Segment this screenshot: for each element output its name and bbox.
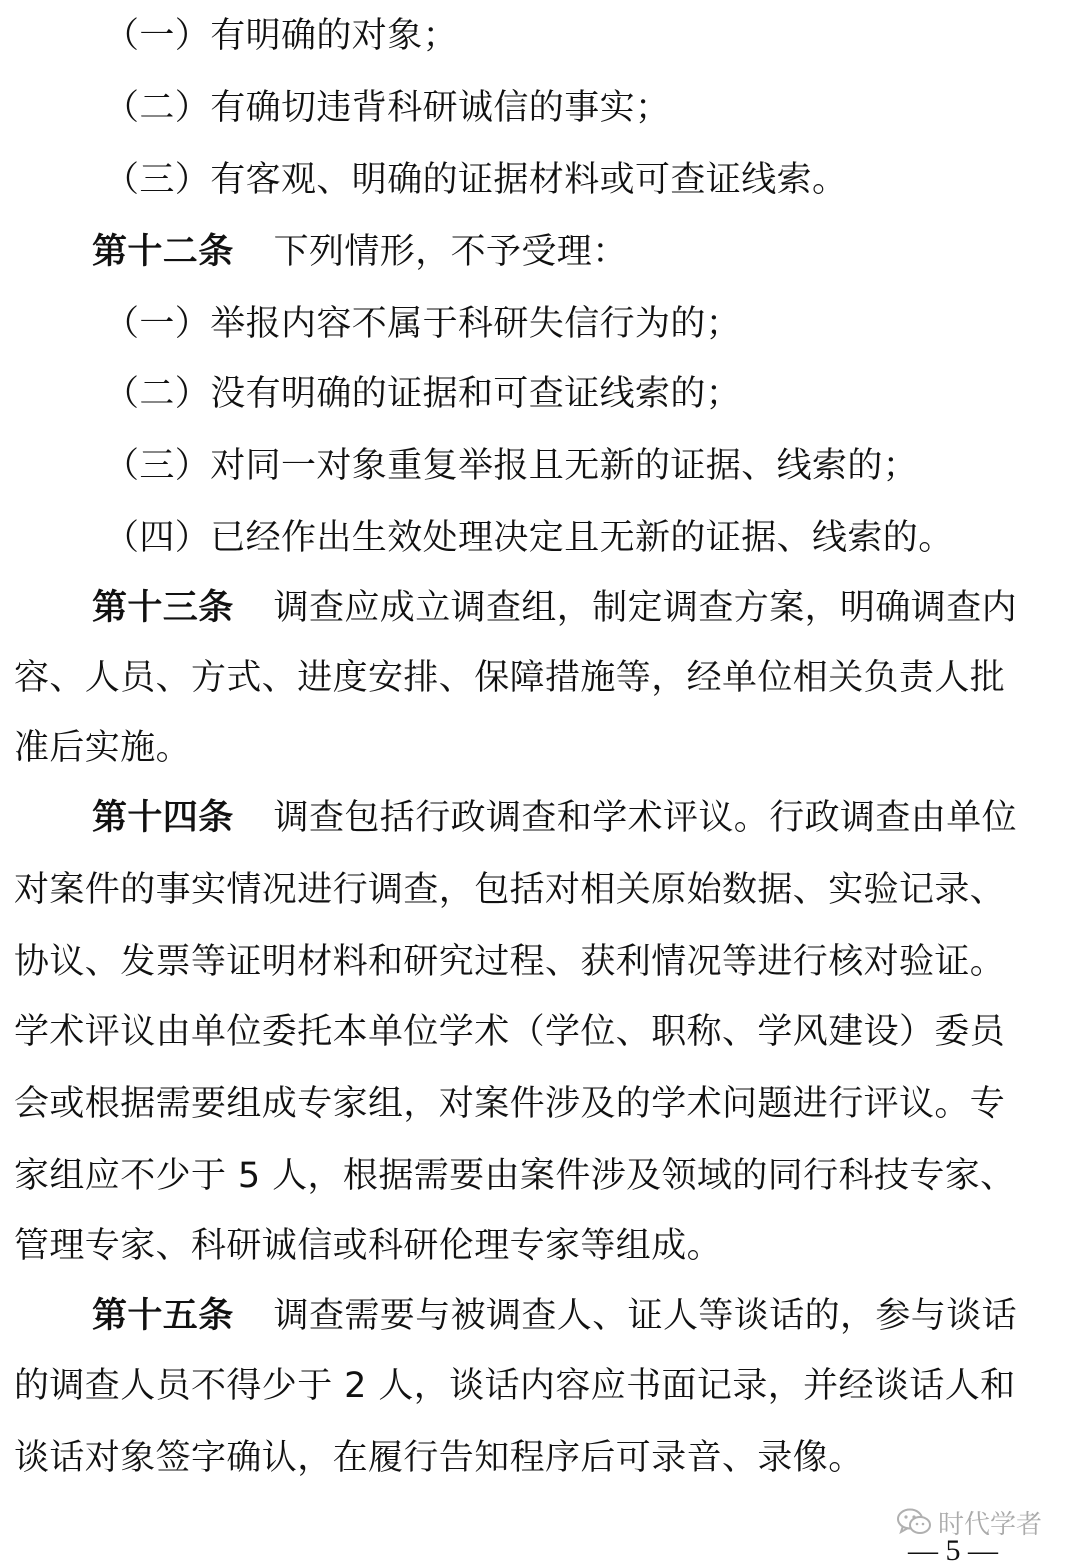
- article-title: 第十三条: [92, 588, 234, 628]
- clause-item: （三）有客观、明确的证据材料或可查证线索。: [104, 160, 848, 200]
- paragraph-line: 家组应不少于 5 人，根据需要由案件涉及领域的同行科技专家、: [14, 1156, 1016, 1196]
- watermark-text: 时代学者: [938, 1509, 1043, 1540]
- wechat-icon: [896, 1507, 932, 1537]
- paragraph-line: 谈话对象签字确认，在履行告知程序后可录音、录像。: [14, 1438, 864, 1478]
- paragraph-line: 准后实施。: [14, 728, 192, 768]
- paragraph-line: 会或根据需要组成专家组，对案件涉及的学术问题进行评议。专: [14, 1084, 1006, 1124]
- clause-item: （三）对同一对象重复举报且无新的证据、线索的；: [104, 446, 919, 486]
- article-title: 第十二条: [92, 232, 234, 272]
- clause-item: （二）没有明确的证据和可查证线索的；: [104, 374, 742, 414]
- article-12: [92, 230, 628, 274]
- clause-item: （一）有明确的对象；: [104, 16, 459, 56]
- paragraph-line: 的调查人员不得少于 2 人，谈话内容应书面记录，并经谈话人和: [14, 1366, 1016, 1406]
- clause-item: （四）已经作出生效处理决定且无新的证据、线索的。: [104, 518, 954, 558]
- article-text: 下列情形，不予受理：: [273, 232, 628, 272]
- paragraph-line: 对案件的事实情况进行调查，包括对相关原始数据、实验记录、: [14, 870, 1006, 910]
- clause-item: （一）举报内容不属于科研失信行为的；: [104, 304, 742, 344]
- article-text: 调查需要与被调查人、证人等谈话的，参与谈话: [273, 1296, 1018, 1336]
- article-15: [92, 1294, 1017, 1338]
- paragraph-line: 容、人员、方式、进度安排、保障措施等，经单位相关负责人批: [14, 658, 1006, 698]
- paragraph-line: 管理专家、科研诚信或科研伦理专家等组成。: [14, 1226, 723, 1266]
- paragraph-line: 学术评议由单位委托本单位学术（学位、职称、学风建设）委员: [14, 1012, 1006, 1052]
- article-title: 第十五条: [92, 1296, 234, 1336]
- article-text: 调查包括行政调查和学术评议。行政调查由单位: [273, 798, 1018, 838]
- paragraph-line: 协议、发票等证明材料和研究过程、获利情况等进行核对验证。: [14, 942, 1006, 982]
- article-title: 第十四条: [92, 798, 234, 838]
- page-number: — 5 —: [908, 1534, 998, 1567]
- article-13: [92, 586, 1017, 630]
- clause-item: （二）有确切违背科研诚信的事实；: [104, 88, 671, 128]
- article-14: [92, 796, 1017, 840]
- article-text: 调查应成立调查组，制定调查方案，明确调查内: [273, 588, 1018, 628]
